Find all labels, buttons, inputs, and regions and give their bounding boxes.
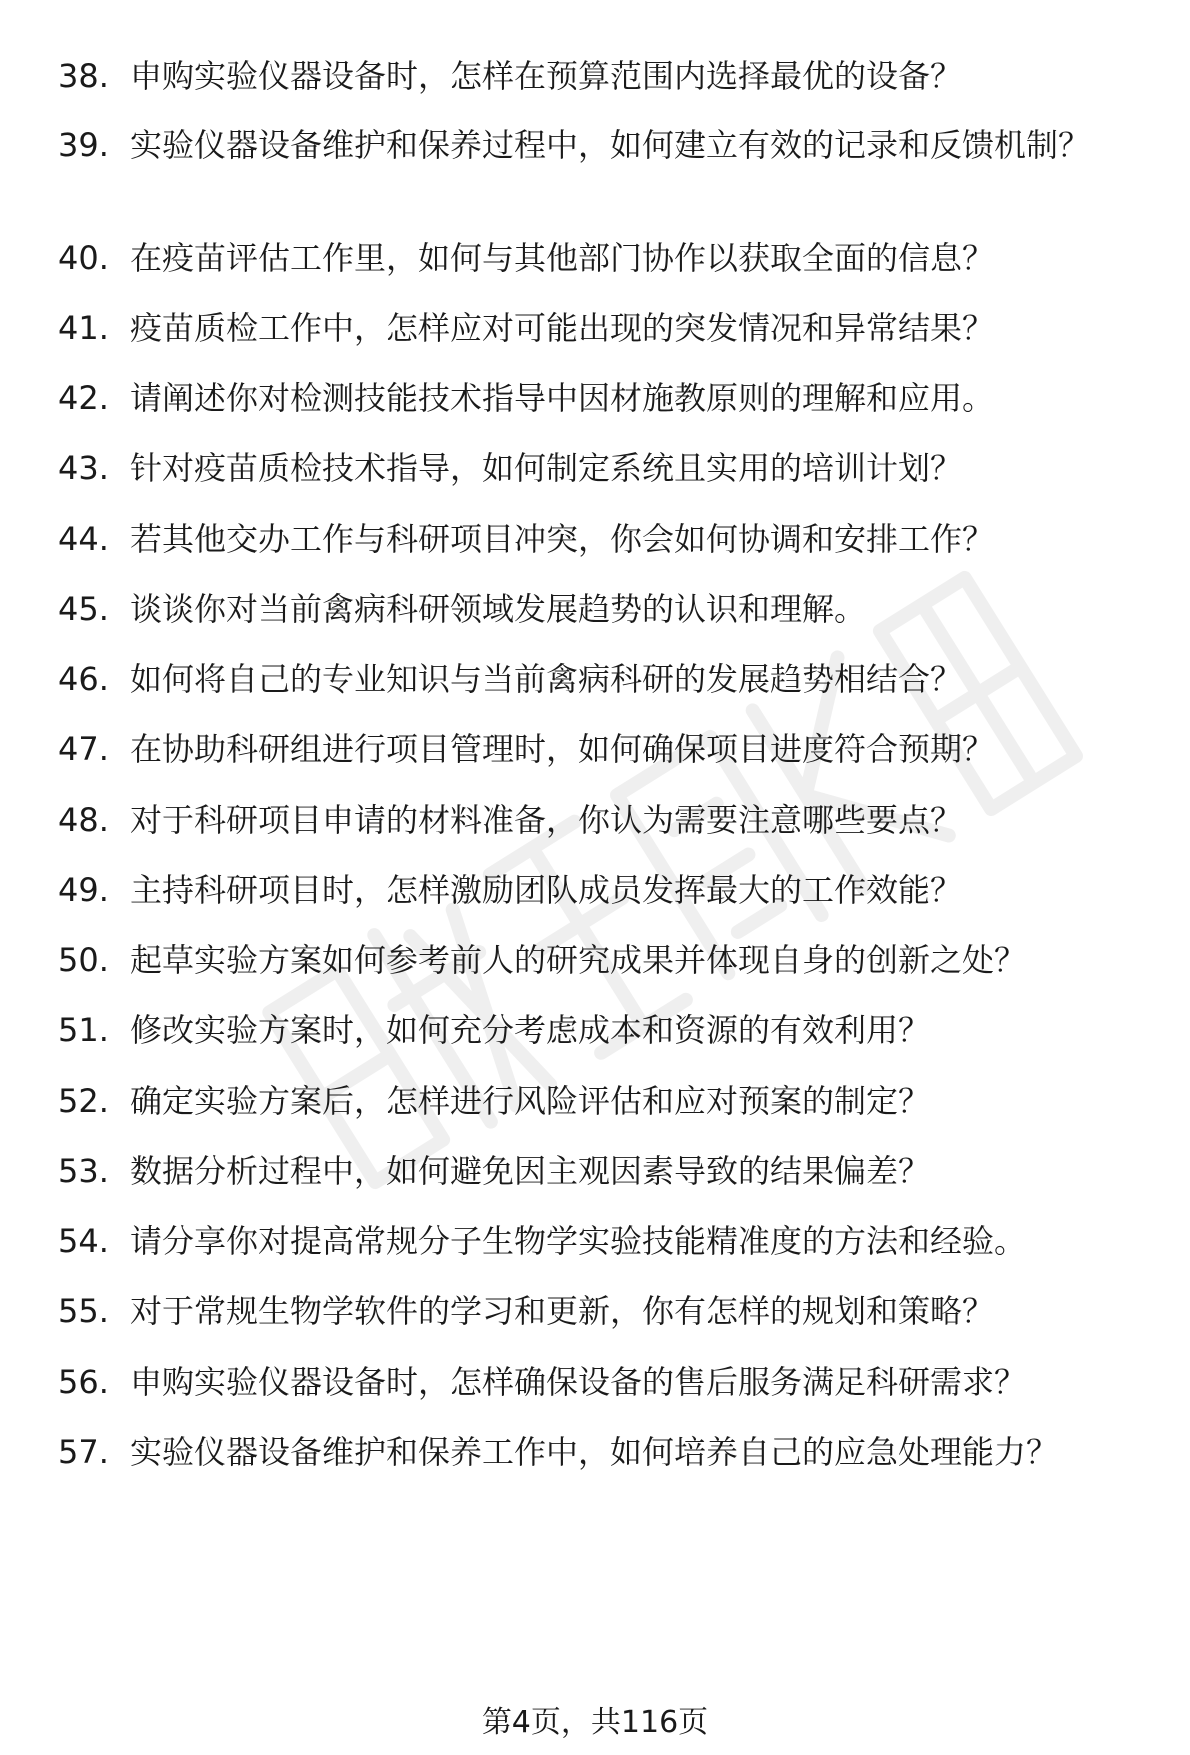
- question-text: 对于常规生物学软件的学习和更新，你有怎样的规划和策略？: [130, 1292, 995, 1330]
- question-text: 针对疫苗质检技术指导，如何制定系统且实用的培训计划？: [130, 449, 963, 487]
- question-item: [58, 1290, 1168, 1332]
- question-number: 43.: [58, 449, 109, 487]
- question-number: 47.: [58, 730, 109, 768]
- question-item: [58, 728, 1168, 770]
- question-text: 确定实验方案后，怎样进行风险评估和应对预案的制定？: [130, 1082, 931, 1120]
- question-number: 38.: [58, 57, 109, 95]
- question-item: [58, 377, 1168, 419]
- question-text: 请分享你对提高常规分子生物学实验技能精准度的方法和经验。: [130, 1222, 1027, 1260]
- question-text: 实验仪器设备维护和保养过程中，如何建立有效的记录和反馈机制？: [130, 126, 1091, 164]
- question-text: 谈谈你对当前禽病科研领域发展趋势的认识和理解。: [130, 590, 867, 628]
- question-number: 48.: [58, 801, 109, 839]
- question-item: [58, 518, 1168, 560]
- question-number: 50.: [58, 941, 109, 979]
- question-number: 55.: [58, 1292, 109, 1330]
- question-number: 40.: [58, 239, 109, 277]
- question-number: 49.: [58, 871, 109, 909]
- question-item: [58, 939, 1168, 981]
- question-number: 54.: [58, 1222, 109, 1260]
- question-item: [58, 55, 1168, 97]
- question-number: 42.: [58, 379, 109, 417]
- question-number: 51.: [58, 1011, 109, 1049]
- question-text: 在协助科研组进行项目管理时，如何确保项目进度符合预期？: [130, 730, 995, 768]
- question-text: 若其他交办工作与科研项目冲突，你会如何协调和安排工作？: [130, 520, 995, 558]
- question-item: [58, 1431, 1168, 1473]
- question-number: 45.: [58, 590, 109, 628]
- page-footer: 第4页，共116页: [481, 1705, 709, 1740]
- question-number: 57.: [58, 1433, 109, 1471]
- question-text: 在疫苗评估工作里，如何与其他部门协作以获取全面的信息？: [130, 239, 995, 277]
- question-text: 起草实验方案如何参考前人的研究成果并体现自身的创新之处？: [130, 941, 1027, 979]
- question-item: [58, 1361, 1168, 1403]
- question-number: 53.: [58, 1152, 109, 1190]
- question-text: 疫苗质检工作中，怎样应对可能出现的突发情况和异常结果？: [130, 309, 995, 347]
- question-number: 56.: [58, 1363, 109, 1401]
- question-item: [58, 799, 1168, 841]
- question-item: [58, 1009, 1168, 1051]
- question-item: [58, 447, 1168, 489]
- question-text: 对于科研项目申请的材料准备，你认为需要注意哪些要点？: [130, 801, 963, 839]
- question-text: 实验仪器设备维护和保养工作中，如何培养自己的应急处理能力？: [130, 1433, 1059, 1471]
- question-item: [58, 237, 1168, 279]
- question-text: 修改实验方案时，如何充分考虑成本和资源的有效利用？: [130, 1011, 931, 1049]
- question-text: 主持科研项目时，怎样激励团队成员发挥最大的工作效能？: [130, 871, 963, 909]
- question-item: [58, 1080, 1168, 1122]
- question-text: 请阐述你对检测技能技术指导中因材施教原则的理解和应用。: [130, 379, 995, 417]
- question-number: 46.: [58, 660, 109, 698]
- question-number: 44.: [58, 520, 109, 558]
- question-item: [58, 1150, 1168, 1192]
- question-text: 申购实验仪器设备时，怎样在预算范围内选择最优的设备？: [130, 57, 963, 95]
- question-item: [58, 307, 1168, 349]
- question-text: 数据分析过程中，如何避免因主观因素导致的结果偏差？: [130, 1152, 931, 1190]
- question-item: [58, 588, 1168, 630]
- question-item: [58, 1220, 1168, 1262]
- question-number: 39.: [58, 126, 109, 164]
- question-number: 52.: [58, 1082, 109, 1120]
- question-number: 41.: [58, 309, 109, 347]
- question-item: [58, 869, 1168, 911]
- question-item: [58, 124, 1168, 166]
- question-text: 申购实验仪器设备时，怎样确保设备的售后服务满足科研需求？: [130, 1363, 1027, 1401]
- question-text: 如何将自己的专业知识与当前禽病科研的发展趋势相结合？: [130, 660, 963, 698]
- question-item: [58, 658, 1168, 700]
